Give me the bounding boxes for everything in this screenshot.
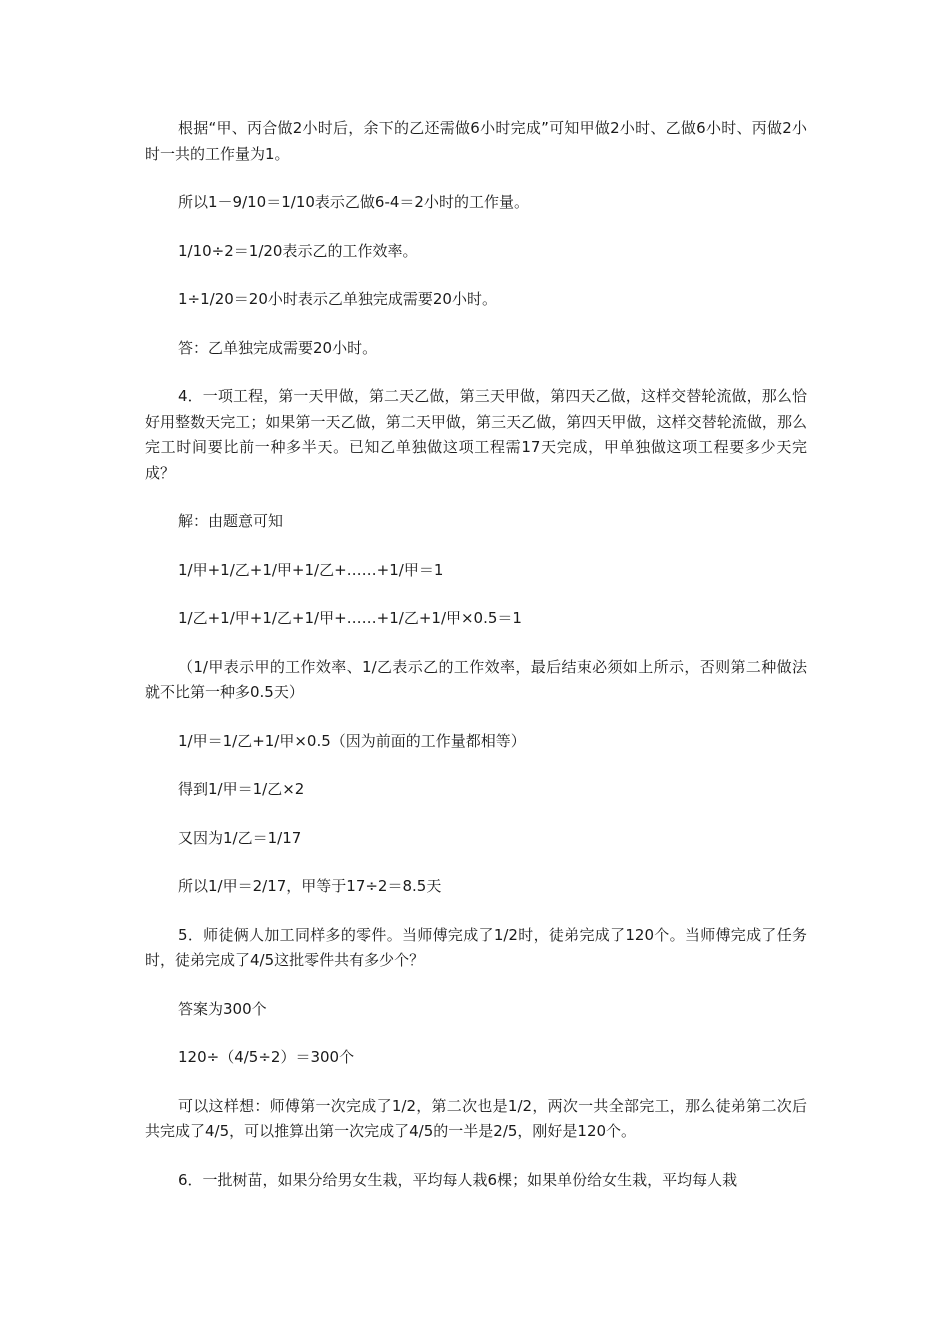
paragraph: 1÷1/20＝20小时表示乙单独完成需要20小时。 <box>178 290 497 308</box>
question-6: 6．一批树苗，如果分给男女生栽，平均每人栽6棵；如果单份给女生栽，平均每人栽 <box>178 1170 738 1189</box>
paragraph: 答：乙单独完成需要20小时。 <box>178 338 378 357</box>
paragraph: 1/10÷2＝1/20表示乙的工作效率。 <box>178 241 418 260</box>
paragraph: 可以这样想：师傅第一次完成了1/2，第二次也是1/2，两次一共全部完工，那么徒弟第二次后共完成了4/5，可以推算出第一次完成了4/5的一半是2/5，刚好是120个。 <box>145 1096 807 1140</box>
equation: 得到1/甲＝1/乙×2 <box>178 780 305 798</box>
question-5: 5．师徒俩人加工同样多的零件。当师傅完成了1/2时，徒弟完成了120个。当师傅完成了任务时，徒弟完成了4/5这批零件共有多少个？ <box>145 925 807 969</box>
equation: 又因为1/乙＝1/17 <box>178 828 302 847</box>
paragraph: 根据“甲、丙合做2小时后，余下的乙还需做6小时完成”可知甲做2小时、乙做6小时、丙做2小时一共的工作量为1。 <box>145 119 807 163</box>
paragraph: 所以1－9/10＝1/10表示乙做6-4＝2小时的工作量。 <box>178 193 529 211</box>
question-4: 4．一项工程，第一天甲做，第二天乙做，第三天甲做，第四天乙做，这样交替轮流做，那么恰好用整数天完工；如果第一天乙做，第二天甲做，第三天乙做，第四天甲做，这样交替轮流做，那么完工时间要比前一种多半天。已知乙单独做这项工程需17天完成，甲单独做这项工程要多少天完成？ <box>145 387 807 482</box>
paragraph: （1/甲表示甲的工作效率、1/乙表示乙的工作效率，最后结束必须如上所示，否则第二种做法就不比第一种多0.5天） <box>145 657 807 701</box>
equation: 1/甲+1/乙+1/甲+1/乙+……+1/甲＝1 <box>178 560 444 579</box>
paragraph: 解：由题意可知 <box>178 512 284 530</box>
document-body <box>145 116 807 1216</box>
equation: 1/乙+1/甲+1/乙+1/甲+……+1/乙+1/甲×0.5＝1 <box>178 609 522 627</box>
equation: 1/甲＝1/乙+1/甲×0.5（因为前面的工作量都相等） <box>178 731 526 750</box>
equation: 所以1/甲＝2/17，甲等于17÷2＝8.5天 <box>178 877 442 895</box>
equation: 120÷（4/5÷2）＝300个 <box>178 1048 355 1066</box>
answer: 答案为300个 <box>178 999 267 1018</box>
